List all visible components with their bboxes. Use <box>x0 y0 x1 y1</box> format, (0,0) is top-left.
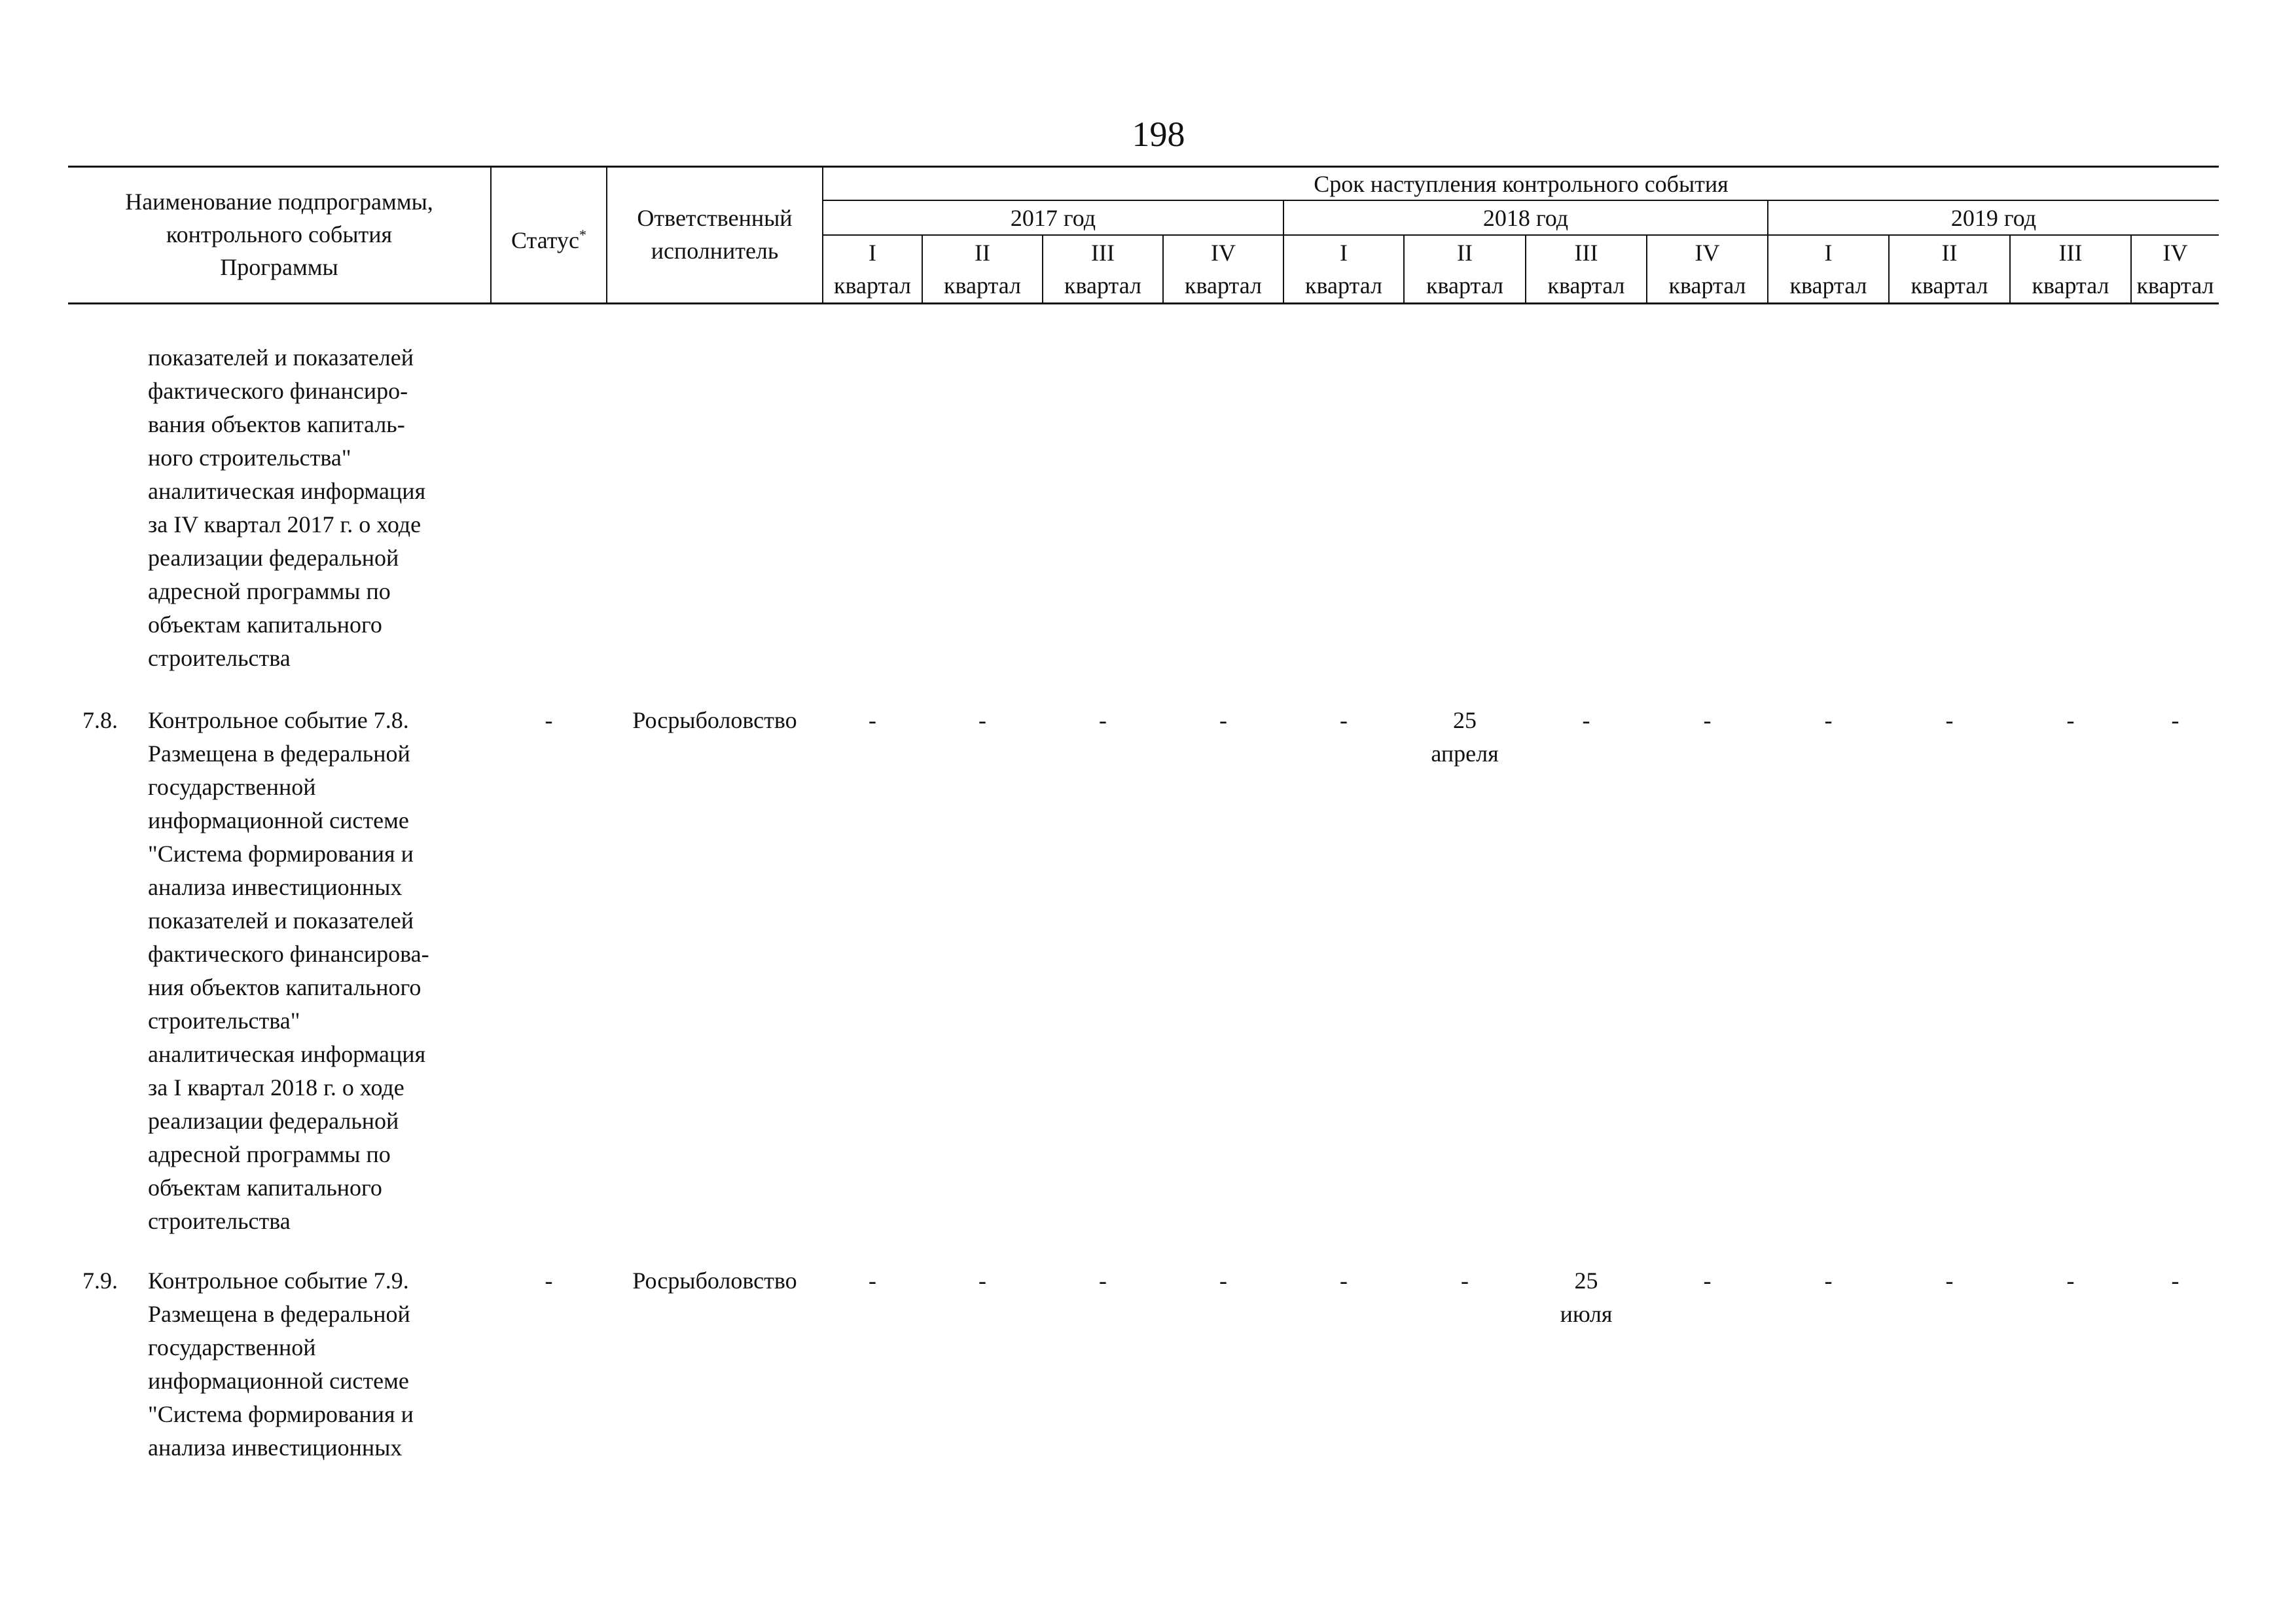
row-quarter-value: - <box>1703 1267 1712 1294</box>
header-quarter-9 <box>1768 236 1888 302</box>
row-executor: Росрыболовство <box>632 1267 797 1294</box>
row-quarter-value: - <box>1824 1267 1833 1294</box>
quarter-word: квартал <box>1910 272 1988 299</box>
row-quarter-value: - <box>1219 707 1227 733</box>
page-number: 198 <box>1132 115 1185 154</box>
row-quarter-value: 25 апреля <box>1431 707 1499 767</box>
row-quarter-value: - <box>869 1267 876 1294</box>
quarter-word: квартал <box>2136 272 2214 299</box>
header-quarter-2 <box>923 236 1042 302</box>
quarter-numeral: III <box>1574 240 1598 266</box>
row-quarter-value: - <box>1099 1267 1107 1294</box>
header-quarter-12 <box>2132 236 2219 302</box>
header-name-column <box>68 185 490 283</box>
header-year-2018: 2018 год <box>1482 205 1569 231</box>
header-status-column <box>492 219 606 257</box>
header-quarter-11 <box>2011 236 2130 302</box>
header-name-line: Наименование подпрограммы, <box>125 189 433 215</box>
header-quarter-1 <box>823 236 922 302</box>
row-status: - <box>545 707 553 733</box>
header-status-label: Статус <box>511 227 579 253</box>
row-quarter-value: - <box>1219 1267 1227 1294</box>
row-quarter-value: - <box>869 707 876 733</box>
header-quarter-7 <box>1526 236 1646 302</box>
quarter-numeral: IV <box>1695 240 1720 266</box>
quarter-word: квартал <box>1064 272 1141 299</box>
row-quarter-value: - <box>1824 707 1833 733</box>
quarter-numeral: IV <box>2162 240 2188 266</box>
header-quarter-4 <box>1164 236 1283 302</box>
row-quarter-value: - <box>1945 707 1954 733</box>
row-quarter-value: 25 июля <box>1560 1267 1613 1327</box>
row-event-text: показателей и показателей фактического финансиро- вания объектов капиталь- ного строительства" аналитическая информация за IV квартал 2017 г. о ходе реализации федеральной адресной программы по объектам капитального строительства <box>148 344 426 671</box>
header-name-line: контрольного события <box>166 221 393 247</box>
row-quarter-value: - <box>978 707 986 733</box>
quarter-numeral: I <box>1824 240 1833 266</box>
row-event-text: Контрольное событие 7.9. Размещена в федеральной государственной информационной системе "Система формирования и анализа инвестиционных <box>148 1267 414 1461</box>
row-quarter-value: - <box>1340 1267 1348 1294</box>
quarter-word: квартал <box>944 272 1021 299</box>
row-number: 7.8. <box>82 707 118 733</box>
row-quarter-value: - <box>2066 1267 2075 1294</box>
quarter-word: квартал <box>1547 272 1625 299</box>
row-quarter-value: - <box>2171 707 2179 733</box>
header-quarter-6 <box>1405 236 1525 302</box>
row-number: 7.9. <box>82 1267 118 1294</box>
quarter-numeral: III <box>2058 240 2083 266</box>
row-quarter-value: - <box>1099 707 1107 733</box>
row-quarter-value: - <box>2171 1267 2179 1294</box>
quarter-numeral: I <box>869 240 876 266</box>
quarter-numeral: III <box>1091 240 1115 266</box>
quarter-numeral: I <box>1340 240 1348 266</box>
header-year-2019: 2019 год <box>1950 205 2037 231</box>
quarter-numeral: IV <box>1211 240 1236 266</box>
row-event-text: Контрольное событие 7.8. Размещена в федеральной государственной информационной системе "Система формирования и анализа инвестиционных показателей и показателей фактического финансирова- ния объектов капитального строительства" аналитическая информация за I квартал 2018 г. о ходе реализации федеральной адресной программы по объектам капитального строительства <box>148 707 429 1234</box>
header-quarter-5 <box>1284 236 1403 302</box>
header-year-2017: 2017 год <box>1010 205 1096 231</box>
row-quarter-value: - <box>978 1267 986 1294</box>
header-executor-line: исполнитель <box>651 238 779 264</box>
quarter-word: квартал <box>1668 272 1746 299</box>
row-quarter-value: - <box>1945 1267 1954 1294</box>
row-quarter-value: - <box>1461 1267 1469 1294</box>
row-quarter-value: - <box>1703 707 1712 733</box>
quarter-numeral: II <box>1457 240 1473 266</box>
quarter-word: квартал <box>834 272 911 299</box>
header-status-footnote-mark: * <box>579 227 586 243</box>
quarter-word: квартал <box>1789 272 1867 299</box>
quarter-numeral: II <box>975 240 990 266</box>
row-quarter-value: - <box>1582 707 1590 733</box>
quarter-word: квартал <box>1185 272 1262 299</box>
quarter-word: квартал <box>1426 272 1503 299</box>
header-deadline-title: Срок наступления контрольного события <box>1314 171 1729 197</box>
header-quarter-3 <box>1043 236 1162 302</box>
quarter-word: квартал <box>1305 272 1382 299</box>
header-name-line: Программы <box>220 254 338 280</box>
row-executor: Росрыболовство <box>632 707 797 733</box>
quarter-numeral: II <box>1941 240 1958 266</box>
header-quarter-8 <box>1647 236 1767 302</box>
row-status: - <box>545 1267 553 1294</box>
table-header-bottom-rule <box>68 302 2219 304</box>
row-quarter-value: - <box>1340 707 1348 733</box>
header-executor-line: Ответственный <box>637 205 793 231</box>
quarter-word: квартал <box>2032 272 2109 299</box>
header-quarter-10 <box>1890 236 2009 302</box>
row-quarter-value: - <box>2066 707 2075 733</box>
header-executor-column <box>607 202 822 267</box>
